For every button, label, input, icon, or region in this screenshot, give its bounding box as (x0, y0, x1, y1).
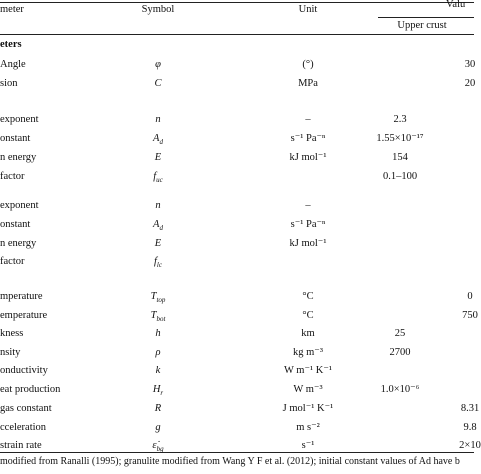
row-symbol (151, 292, 166, 303)
row-symbol: φ (155, 59, 161, 70)
row-symbol (153, 172, 163, 183)
row-parameter: n energy (0, 152, 37, 163)
row-symbol: ρ (155, 347, 161, 358)
header-unit: Unit (298, 4, 318, 15)
bottom-rule (0, 452, 474, 453)
row-symbol: h (155, 328, 161, 339)
row-value-upper-crust: 0.1–100 (382, 171, 418, 182)
row-symbol-subscript: d (159, 138, 163, 147)
row-parameter: onstant (0, 133, 31, 144)
row-value-upper-crust: 154 (392, 152, 408, 163)
row-symbol-subscript: bg (156, 445, 164, 454)
row-value-other: 30 (464, 59, 476, 70)
row-symbol: C (154, 78, 162, 89)
row-symbol (151, 311, 166, 322)
row-unit: J mol⁻¹ K⁻¹ (282, 403, 334, 414)
row-symbol-main: ε̇ (152, 440, 157, 451)
row-parameter: cceleration (0, 422, 47, 433)
row-symbol-main: T (150, 291, 157, 302)
row-symbol-main: f (154, 256, 157, 267)
row-symbol: E (154, 152, 162, 163)
row-parameter: Angle (0, 59, 26, 70)
row-parameter: gas constant (0, 403, 52, 414)
row-value-other: 2×10 (459, 440, 481, 451)
top-rule (0, 2, 474, 3)
row-unit: km (301, 328, 315, 339)
row-unit: kJ mol⁻¹ (289, 152, 327, 163)
row-unit: s⁻¹ Pa⁻ⁿ (290, 133, 326, 144)
row-symbol-subscript: top (156, 296, 166, 305)
row-parameter: factor (0, 256, 25, 267)
row-unit: (°) (302, 59, 314, 70)
row-symbol: R (154, 403, 162, 414)
row-symbol (153, 220, 163, 231)
row-symbol (152, 441, 163, 452)
row-symbol-subscript: r (160, 389, 164, 398)
row-unit: – (305, 114, 311, 125)
row-parameter: exponent (0, 200, 39, 211)
row-parameter: nsity (0, 347, 21, 358)
row-unit: °C (302, 310, 314, 321)
header-parameter: meter (0, 4, 24, 15)
row-parameter: exponent (0, 114, 39, 125)
row-value-upper-crust: 1.0×10⁻⁶ (380, 384, 420, 395)
row-parameter: n energy (0, 238, 37, 249)
row-unit: °C (302, 291, 314, 302)
row-unit: W m⁻¹ K⁻¹ (283, 365, 333, 376)
row-value-other: 0 (467, 291, 473, 302)
row-symbol-subscript: lc (156, 261, 162, 270)
row-unit: s⁻¹ (301, 440, 315, 451)
row-unit: m s⁻² (296, 422, 320, 433)
row-value-upper-crust: 2.3 (393, 114, 407, 125)
row-parameter: eat production (0, 384, 61, 395)
row-parameter: emperature (0, 310, 48, 321)
row-value-other: 8.31 (460, 403, 480, 414)
row-unit: kJ mol⁻¹ (289, 238, 327, 249)
row-parameter: onductivity (0, 365, 48, 376)
section-title: eters (0, 39, 22, 50)
row-symbol-subscript: d (159, 224, 163, 233)
row-parameter: factor (0, 171, 25, 182)
row-symbol-subscript: uc (156, 176, 163, 185)
row-symbol: g (155, 422, 161, 433)
header-rule (0, 34, 474, 35)
row-value-other: 20 (464, 78, 476, 89)
row-parameter: sion (0, 78, 18, 89)
row-parameter: strain rate (0, 440, 42, 451)
row-symbol: n (155, 114, 161, 125)
row-unit: kg m⁻³ (293, 347, 323, 358)
row-parameter: kness (0, 328, 24, 339)
row-value-other: 9.8 (463, 422, 477, 433)
row-unit: W m⁻³ (293, 384, 323, 395)
row-symbol-main: A (153, 133, 160, 144)
row-unit: – (305, 200, 311, 211)
row-value-other: 750 (462, 310, 478, 321)
row-unit: MPa (298, 78, 318, 89)
row-symbol (154, 257, 162, 268)
row-parameter: onstant (0, 219, 31, 230)
header-symbol: Symbol (141, 4, 175, 15)
row-value-upper-crust: 25 (394, 328, 406, 339)
row-symbol-main: H (152, 384, 161, 395)
row-symbol: n (155, 200, 161, 211)
header-values: Valu (446, 0, 466, 10)
row-symbol: k (155, 365, 161, 376)
values-group-rule (378, 17, 474, 18)
footnote: modified from Ranalli (1995); granulite modified from Wang Y F et al. (2012); initial constant values of Ad have b (0, 456, 460, 467)
row-symbol-subscript: bot (156, 315, 166, 324)
row-symbol (153, 385, 163, 396)
row-symbol: E (154, 238, 162, 249)
row-symbol-main: f (153, 171, 157, 182)
row-unit: s⁻¹ Pa⁻ⁿ (290, 219, 326, 230)
row-value-upper-crust: 2700 (389, 347, 411, 358)
row-symbol-main: A (153, 219, 160, 230)
row-symbol-main: T (150, 310, 157, 321)
row-symbol (153, 134, 163, 145)
header-upper-crust: Upper crust (397, 20, 447, 31)
row-value-upper-crust: 1.55×10⁻¹⁷ (376, 133, 424, 144)
row-parameter: mperature (0, 291, 43, 302)
